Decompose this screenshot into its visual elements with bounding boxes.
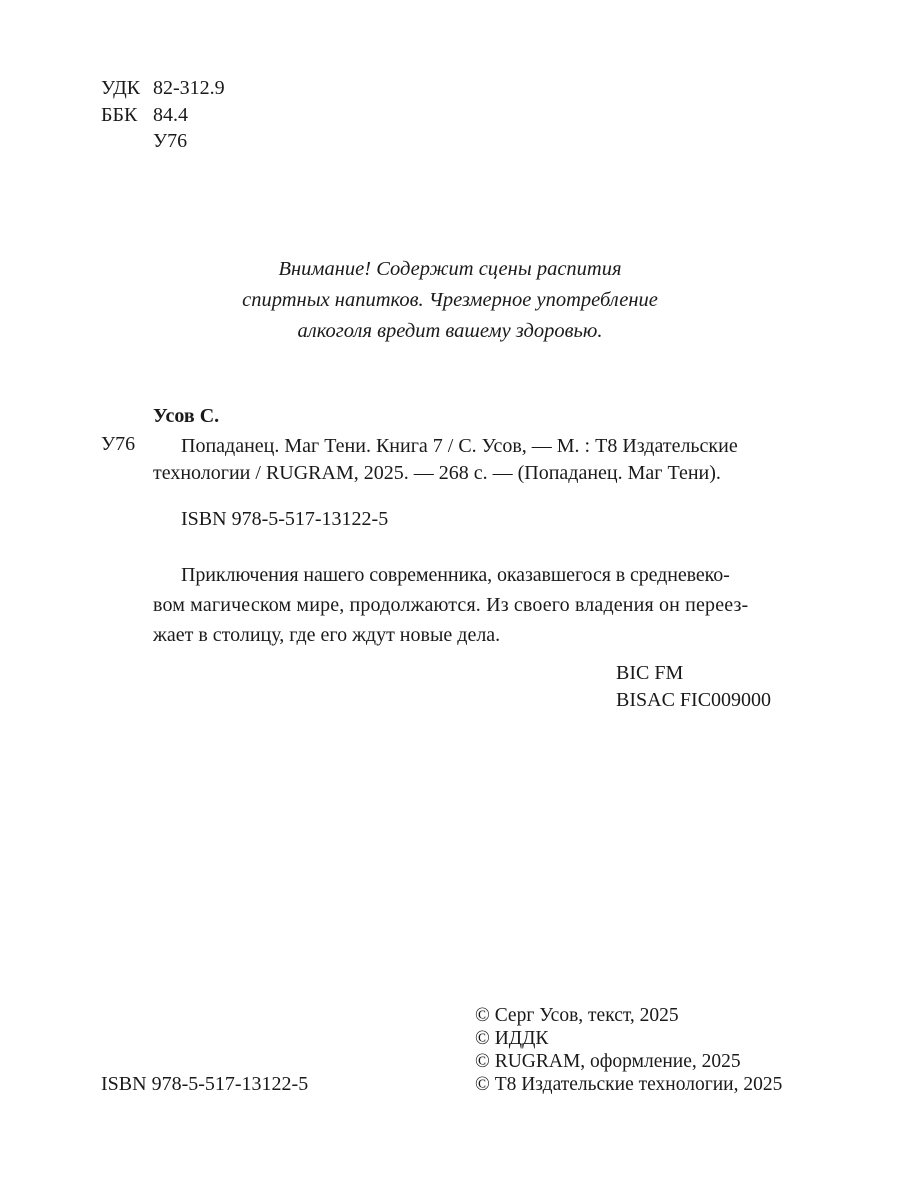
bbk-label: ББК — [101, 104, 138, 126]
author-heading: Усов С. — [153, 405, 220, 427]
annotation-line: Приключения нашего современника, оказавшегося в средневеко- — [181, 564, 730, 586]
biblio-author-mark: У76 — [101, 433, 136, 455]
copyright-block — [475, 1004, 782, 1096]
warning-line: алкоголя вредит вашему здоровью. — [297, 320, 603, 342]
copyright-line: © Серг Усов, текст, 2025 — [475, 1005, 679, 1026]
warning-line: Внимание! Содержит сцены распития — [278, 258, 622, 280]
warning-line: спиртных напитков. Чрезмерное употребление — [242, 289, 658, 311]
annotation — [153, 560, 781, 650]
bbk-value: 84.4 — [153, 104, 188, 126]
copyright-line: © ИДДК — [475, 1028, 549, 1049]
isbn-entry: ISBN 978-5-517-13122-5 — [181, 508, 389, 530]
author-mark: У76 — [153, 130, 188, 152]
bisac-code: BISAC FIC009000 — [616, 689, 772, 711]
annotation-line: вом магическом мире, продолжаются. Из своего владения он переез- — [153, 594, 749, 616]
annotation-line: жает в столицу, где его ждут новые дела. — [153, 624, 501, 646]
bic-code: BIC FM — [616, 662, 684, 684]
footer-isbn: ISBN 978-5-517-13122-5 — [101, 1073, 309, 1095]
udk-label: УДК — [101, 77, 141, 99]
bibliographic-description — [153, 433, 781, 487]
biblio-line: Попаданец. Маг Тени. Книга 7 / С. Усов, — М. : Т8 Издательские — [181, 435, 738, 457]
copyright-line: © RUGRAM, оформление, 2025 — [475, 1051, 741, 1072]
health-warning — [150, 254, 750, 347]
biblio-line: технологии / RUGRAM, 2025. — 268 с. — (Попаданец. Маг Тени). — [153, 462, 721, 484]
copyright-line: © Т8 Издательские технологии, 2025 — [475, 1074, 783, 1095]
subject-codes — [616, 660, 771, 714]
udk-value: 82-312.9 — [153, 77, 225, 99]
